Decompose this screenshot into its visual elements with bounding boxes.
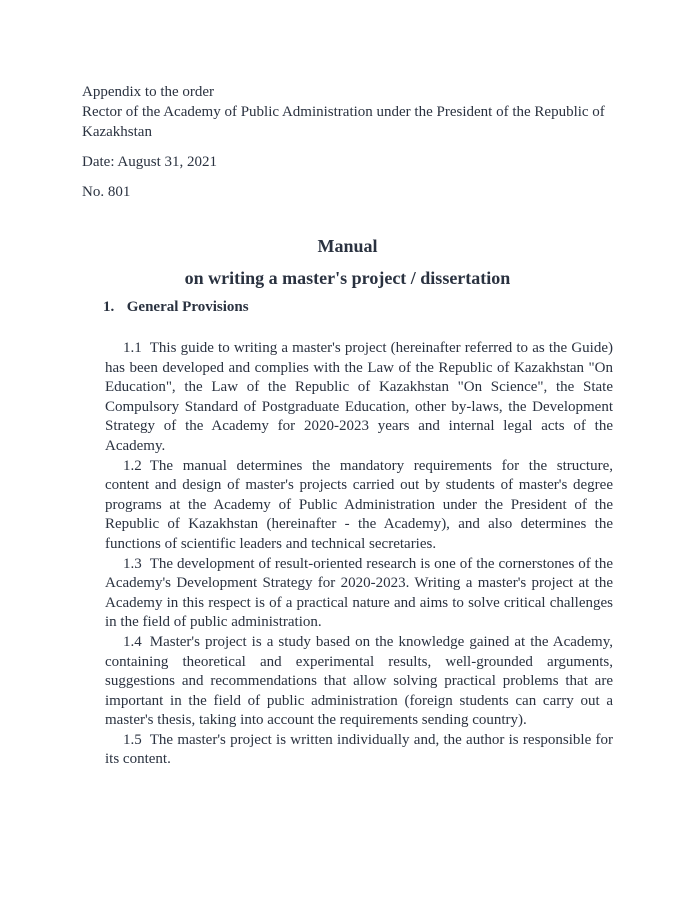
appendix-line: Appendix to the order bbox=[82, 84, 215, 100]
section-body bbox=[105, 339, 613, 770]
paragraph-number: 1.3 bbox=[123, 555, 142, 572]
paragraph-text: The development of result-oriented research is one of the cornerstones of the Academy's Development Strategy for 2020-2023. Writing a master's project at the Academy in this respect is of a practical nature and aims to solve critical challenges in the field of public administration. bbox=[105, 555, 613, 631]
section-heading bbox=[103, 299, 249, 316]
order-date: Date: August 31, 2021 bbox=[82, 154, 217, 170]
paragraph-text: This guide to writing a master's project (hereinafter referred to as the Guide) has been developed and complies with the Law of the Republic of Kazakhstan "On Education", the Law of the Republic of Kazakhstan "On Science", the State Compulsory Standard of Postgraduate Education, other by-laws, the Development Strategy of the Academy for 2020-2023 years and internal legal acts of the Academy. bbox=[105, 340, 613, 454]
order-number: No. 801 bbox=[82, 184, 131, 200]
paragraph-1-3 bbox=[105, 555, 613, 633]
document-title: Manual bbox=[317, 236, 378, 256]
paragraph-text: Master's project is a study based on the knowledge gained at the Academy, containing theoretical and experimental results, well-grounded arguments, suggestions and recommendations that allow solving practical problems that are important in the field of public administration (foreign students can carry out a master's thesis, taking into account the requirements sending country). bbox=[105, 633, 613, 729]
paragraph-text: The master's project is written individually and, the author is responsible for its content. bbox=[105, 731, 613, 768]
paragraph-text: The manual determines the mandatory requirements for the structure, content and design of master's projects carried out by students of master's degree programs at the Academy of Public Administration under the President of the Republic of Kazakhstan (hereinafter - the Academy), and also determines the functions of scientific leaders and technical secretaries. bbox=[105, 457, 613, 552]
document-subtitle: on writing a master's project / dissertation bbox=[184, 268, 511, 288]
paragraph-1-1 bbox=[105, 339, 613, 457]
paragraph-1-2 bbox=[105, 457, 613, 555]
paragraph-1-5 bbox=[105, 731, 613, 770]
section-number: 1. bbox=[103, 299, 115, 315]
paragraph-number: 1.4 bbox=[123, 633, 142, 650]
paragraph-number: 1.2 bbox=[123, 457, 142, 474]
rector-line: Rector of the Academy of Public Administration under the President of the Republic of Kazakhstan bbox=[82, 104, 605, 140]
paragraph-number: 1.1 bbox=[123, 340, 142, 356]
paragraph-1-4 bbox=[105, 633, 613, 731]
section-title: General Provisions bbox=[126, 299, 249, 315]
order-header bbox=[82, 82, 622, 202]
paragraph-number: 1.5 bbox=[123, 731, 142, 748]
